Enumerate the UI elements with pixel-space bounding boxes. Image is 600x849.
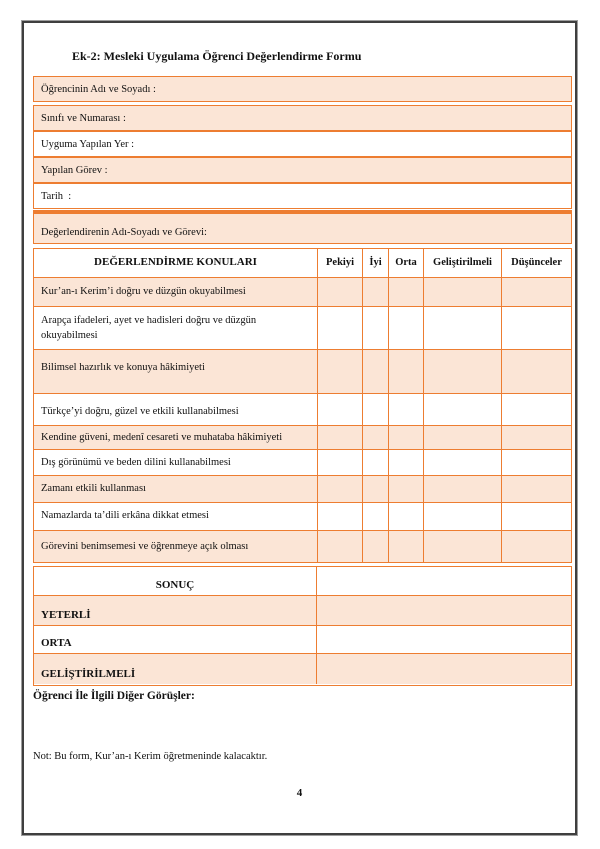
field-student-name (33, 76, 572, 102)
result-row-gelistirilmeli (34, 654, 571, 684)
grade-cell (501, 394, 571, 425)
grade-cell (423, 278, 501, 306)
result-row-orta (34, 626, 571, 654)
grade-cell (501, 531, 571, 562)
grade-cell (388, 531, 423, 562)
table-row (34, 503, 571, 531)
result-value-cell (317, 626, 571, 653)
row-topic-label: Arapça ifadeleri, ayet ve hadisleri doğru ve düzgün okuyabilmesi (41, 314, 259, 341)
grade-cell (362, 503, 388, 530)
field-evaluator-label: Değerlendirenin Adı-Soyadı ve Görevi: (41, 227, 207, 238)
evaluation-table-header-row (34, 249, 571, 278)
field-practice-place-label: Uyguma Yapılan Yer : (41, 138, 135, 150)
grade-cell (388, 476, 423, 502)
grade-cell (423, 503, 501, 530)
grade-cell (388, 350, 423, 393)
topics-header-cell: DEĞERLENDİRME KONULARI (94, 256, 257, 268)
field-class-number (33, 105, 572, 131)
grade-cell (501, 476, 571, 502)
grade-cell (388, 307, 423, 349)
row-topic-label: Dış görünümü ve beden dilini kullanabilmesi (41, 456, 231, 468)
result-label: SONUÇ (34, 567, 317, 595)
column-header-dusunceler: Düşünceler (501, 249, 571, 277)
row-topic-label: Bilimsel hazırlık ve konuya hâkimiyeti (41, 361, 205, 373)
grade-cell (317, 278, 362, 306)
grade-cell (423, 426, 501, 449)
grade-cell (388, 426, 423, 449)
grade-cell (388, 278, 423, 306)
grade-cell (362, 476, 388, 502)
grade-cell (388, 450, 423, 475)
table-row (34, 476, 571, 503)
row-topic-label: Kur’an-ı Kerim’i doğru ve düzgün okuyabilmesi (41, 286, 246, 298)
field-evaluator (33, 210, 572, 244)
grade-cell (317, 426, 362, 449)
page-number: 4 (296, 787, 303, 799)
field-task (33, 157, 572, 183)
row-topic-label: Türkçe’yi doğru, güzel ve etkili kullanabilmesi (41, 405, 239, 417)
field-task-label: Yapılan Görev : (41, 164, 108, 176)
grade-cell (501, 503, 571, 530)
column-header-gelistirilmeli: Geliştirilmeli (423, 249, 501, 277)
grade-cell (362, 394, 388, 425)
grade-cell (423, 394, 501, 425)
row-topic-label: Görevini benimsemesi ve öğrenmeye açık olması (41, 540, 249, 552)
table-row (34, 426, 571, 450)
field-date (33, 183, 572, 209)
table-row (34, 350, 571, 394)
table-row (34, 394, 571, 426)
document-title: Ek-2: Mesleki Uygulama Öğrenci Değerlendirme Formu (72, 49, 362, 63)
field-student-name-label: Öğrencinin Adı ve Soyadı : (41, 83, 156, 95)
result-value-cell (317, 654, 571, 684)
grade-cell (423, 531, 501, 562)
column-header-pekiyi: Pekiyi (317, 249, 362, 277)
grade-cell (362, 350, 388, 393)
grade-cell (317, 394, 362, 425)
field-class-number-label: Sınıfı ve Numarası : (41, 112, 126, 124)
grade-cell (317, 531, 362, 562)
grade-cell (317, 503, 362, 530)
grade-cell (501, 426, 571, 449)
grade-cell (501, 307, 571, 349)
grade-cell (317, 450, 362, 475)
grade-cell (501, 278, 571, 306)
result-label: ORTA (34, 626, 317, 653)
grade-cell (423, 450, 501, 475)
row-topic-label: Namazlarda ta’dili erkâna dikkat etmesi (41, 510, 209, 522)
other-opinions-label: Öğrenci İle İlgili Diğer Görüşler: (33, 690, 195, 702)
column-header-orta: Orta (388, 249, 423, 277)
row-topic-label: Zamanı etkili kullanması (41, 483, 146, 494)
grade-cell (362, 426, 388, 449)
grade-cell (501, 350, 571, 393)
row-topic-label: Kendine güveni, medenî cesareti ve muhataba hâkimiyeti (41, 431, 283, 443)
grade-cell (388, 503, 423, 530)
result-value-cell (317, 567, 571, 595)
result-row-yeterli (34, 596, 571, 626)
result-value-cell (317, 596, 571, 625)
table-row (34, 307, 571, 350)
column-header-iyi: İyi (362, 249, 388, 277)
field-practice-place (33, 131, 572, 157)
grade-cell (362, 278, 388, 306)
evaluation-table (33, 248, 572, 563)
result-row-sonuc (34, 567, 571, 596)
grade-cell (423, 476, 501, 502)
result-label: YETERLİ (34, 596, 317, 625)
grade-cell (388, 394, 423, 425)
grade-cell (362, 307, 388, 349)
grade-cell (501, 450, 571, 475)
table-row (34, 278, 571, 307)
table-row (34, 531, 571, 562)
footer-note: Not: Bu form, Kur’an-ı Kerim öğretmeninde kalacaktır. (33, 751, 268, 762)
grade-cell (362, 531, 388, 562)
result-label: GELİŞTİRİLMELİ (34, 654, 317, 684)
table-row (34, 450, 571, 476)
field-date-label: Tarih : (41, 190, 72, 202)
result-section (33, 566, 572, 686)
grade-cell (317, 350, 362, 393)
grade-cell (362, 450, 388, 475)
grade-cell (423, 307, 501, 349)
grade-cell (317, 476, 362, 502)
grade-cell (317, 307, 362, 349)
grade-cell (423, 350, 501, 393)
